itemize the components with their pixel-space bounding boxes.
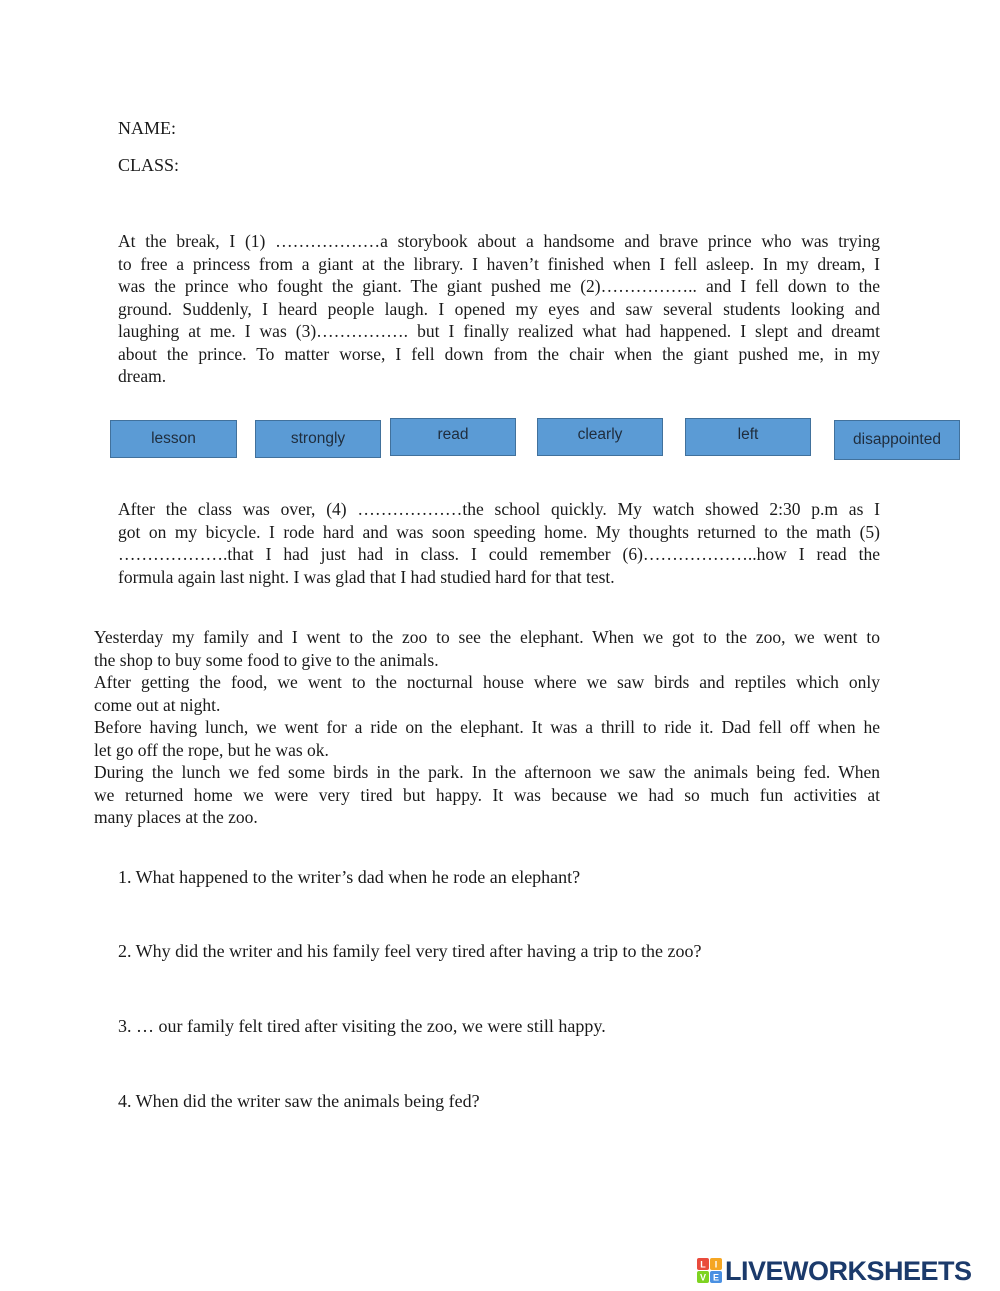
passage-1 xyxy=(118,230,880,388)
question-3: 3. … our family felt tired after visiting the zoo, we were still happy. xyxy=(118,1016,606,1036)
passage-2-line: After the class was over, (4) ………………the school quickly. My watch showed 2:30 p.m as I xyxy=(118,499,880,519)
logo-blocks-icon xyxy=(697,1258,723,1284)
passage-2-line: ……………….that I had just had in class. I could remember (6)………………..how I read the xyxy=(118,544,880,564)
svg-text:V: V xyxy=(699,1272,707,1283)
name-label: NAME: xyxy=(118,118,176,138)
word-choice-lesson[interactable]: lesson xyxy=(110,420,237,458)
word-choice-disappointed[interactable]: disappointed xyxy=(834,420,960,460)
svg-text:E: E xyxy=(712,1272,720,1283)
class-label: CLASS: xyxy=(118,155,180,175)
zoo-story-line: we returned home we were very tired but happy. It was because we had so much fun activities at xyxy=(94,784,880,805)
passage-1-line: dream. xyxy=(118,366,167,386)
zoo-story xyxy=(94,626,880,829)
passage-2-line: got on my bicycle. I rode hard and was soon speeding home. My thoughts returned to the math (5) xyxy=(118,521,880,542)
question-2: 2. Why did the writer and his family feel very tired after having a trip to the zoo? xyxy=(118,941,702,961)
passage-1-line: about the prince. To matter worse, I fell down from the chair when the giant pushed me, in my xyxy=(118,343,880,364)
passage-1-line: At the break, I (1) ………………a storybook about a handsome and brave prince who was trying xyxy=(118,231,880,251)
word-choice-read[interactable]: read xyxy=(390,418,516,456)
question-4: 4. When did the writer saw the animals being fed? xyxy=(118,1091,480,1111)
logo-text: LIVEWORKSHEETS xyxy=(725,1255,972,1286)
passage-2 xyxy=(118,498,880,588)
zoo-story-line: Before having lunch, we went for a ride on the elephant. It was a thrill to ride it. Dad fell off when he xyxy=(94,717,880,737)
zoo-story-line: During the lunch we fed some birds in the park. In the afternoon we saw the animals being fed. When xyxy=(94,762,880,782)
svg-text:I: I xyxy=(714,1259,718,1270)
zoo-story-line: Yesterday my family and I went to the zoo to see the elephant. When we got to the zoo, we went to xyxy=(94,627,880,647)
passage-1-line: was the prince who fought the giant. The giant pushed me (2)…………….. and I fell down to the xyxy=(118,276,880,296)
passage-1-line: ground. Suddenly, I heard people laugh. I opened my eyes and saw several students looking and xyxy=(118,298,880,319)
zoo-story-line: many places at the zoo. xyxy=(94,807,258,827)
passage-2-line: formula again last night. I was glad that I had studied hard for that test. xyxy=(118,566,615,587)
zoo-story-line: the shop to buy some food to give to the animals. xyxy=(94,649,439,670)
word-choice-strongly[interactable]: strongly xyxy=(255,420,381,458)
zoo-story-line: let go off the rope, but he was ok. xyxy=(94,739,329,760)
question-1: 1. What happened to the writer’s dad when he rode an elephant? xyxy=(118,867,581,887)
zoo-story-line: After getting the food, we went to the nocturnal house where we saw birds and reptiles which only xyxy=(94,672,880,692)
word-choice-left[interactable]: left xyxy=(685,418,811,456)
liveworksheets-logo xyxy=(697,1255,972,1287)
passage-1-line: to free a princess from a giant at the library. I haven’t finished when I fell asleep. In my dream, I xyxy=(118,253,880,274)
zoo-story-line: come out at night. xyxy=(94,694,221,715)
svg-text:L: L xyxy=(700,1259,706,1270)
word-choice-clearly[interactable]: clearly xyxy=(537,418,663,456)
passage-1-line: laughing at me. I was (3)……………. but I finally realized what had happened. I slept and dreamt xyxy=(118,321,880,341)
